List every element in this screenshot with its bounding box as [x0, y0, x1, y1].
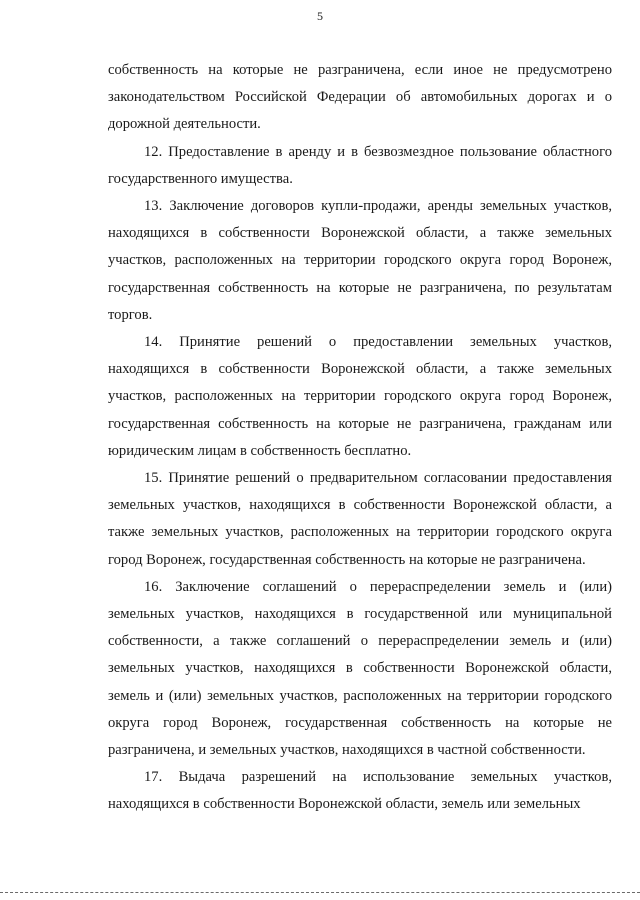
paragraph-item-16: 16. Заключение соглашений о перераспределении земель и (или) земельных участков, находящихся в государственной или муниципальной собственности, а также соглашений о перераспределении земель и (или) земельных участков, находящихся в собственности Воронежской области, земель и (или) земельных участков, расположенных на территории городского округа город Воронеж, государственная собственность на которые не разграничена, и земельных участков, находящихся в частной собственности.: [108, 578, 612, 759]
paragraph-item-13: 13. Заключение договоров купли-продажи, аренды земельных участков, находящихся в собственности Воронежской области, а также земельных участков, расположенных на территории городского округа город Воронеж, государственная собственность на которые не разграничена, по результатам торгов.: [108, 198, 612, 323]
paragraph-item-17: 17. Выдача разрешений на использование земельных участков, находящихся в собственности Воронежской области, земель или земельных: [108, 769, 612, 813]
paragraph-item-14: 14. Принятие решений о предоставлении земельных участков, находящихся в собственности Воронежской области, а также земельных участков, расположенных на территории городского округа город Воронеж, государственная собственность на которые не разграничена, гражданам или юридическим лицам в собственность бесплатно.: [108, 334, 612, 459]
paragraph-item-15: 15. Принятие решений о предварительном согласовании предоставления земельных участков, находящихся в собственности Воронежской области, а также земельных участков, расположенных на территории городского округа город Воронеж, государственная собственность на которые не разграничена.: [108, 470, 612, 568]
paragraph-item-12: 12. Предоставление в аренду и в безвозмездное пользование областного государственного имущества.: [108, 143, 612, 187]
page-bottom-rule: [0, 892, 640, 893]
page-number: 5: [317, 9, 323, 23]
document-body: [108, 57, 612, 819]
paragraph-continuation: собственность на которые не разграничена, если иное не предусмотрено законодательством Российской Федерации об автомобильных дорогах и о дорожной деятельности.: [108, 62, 612, 133]
